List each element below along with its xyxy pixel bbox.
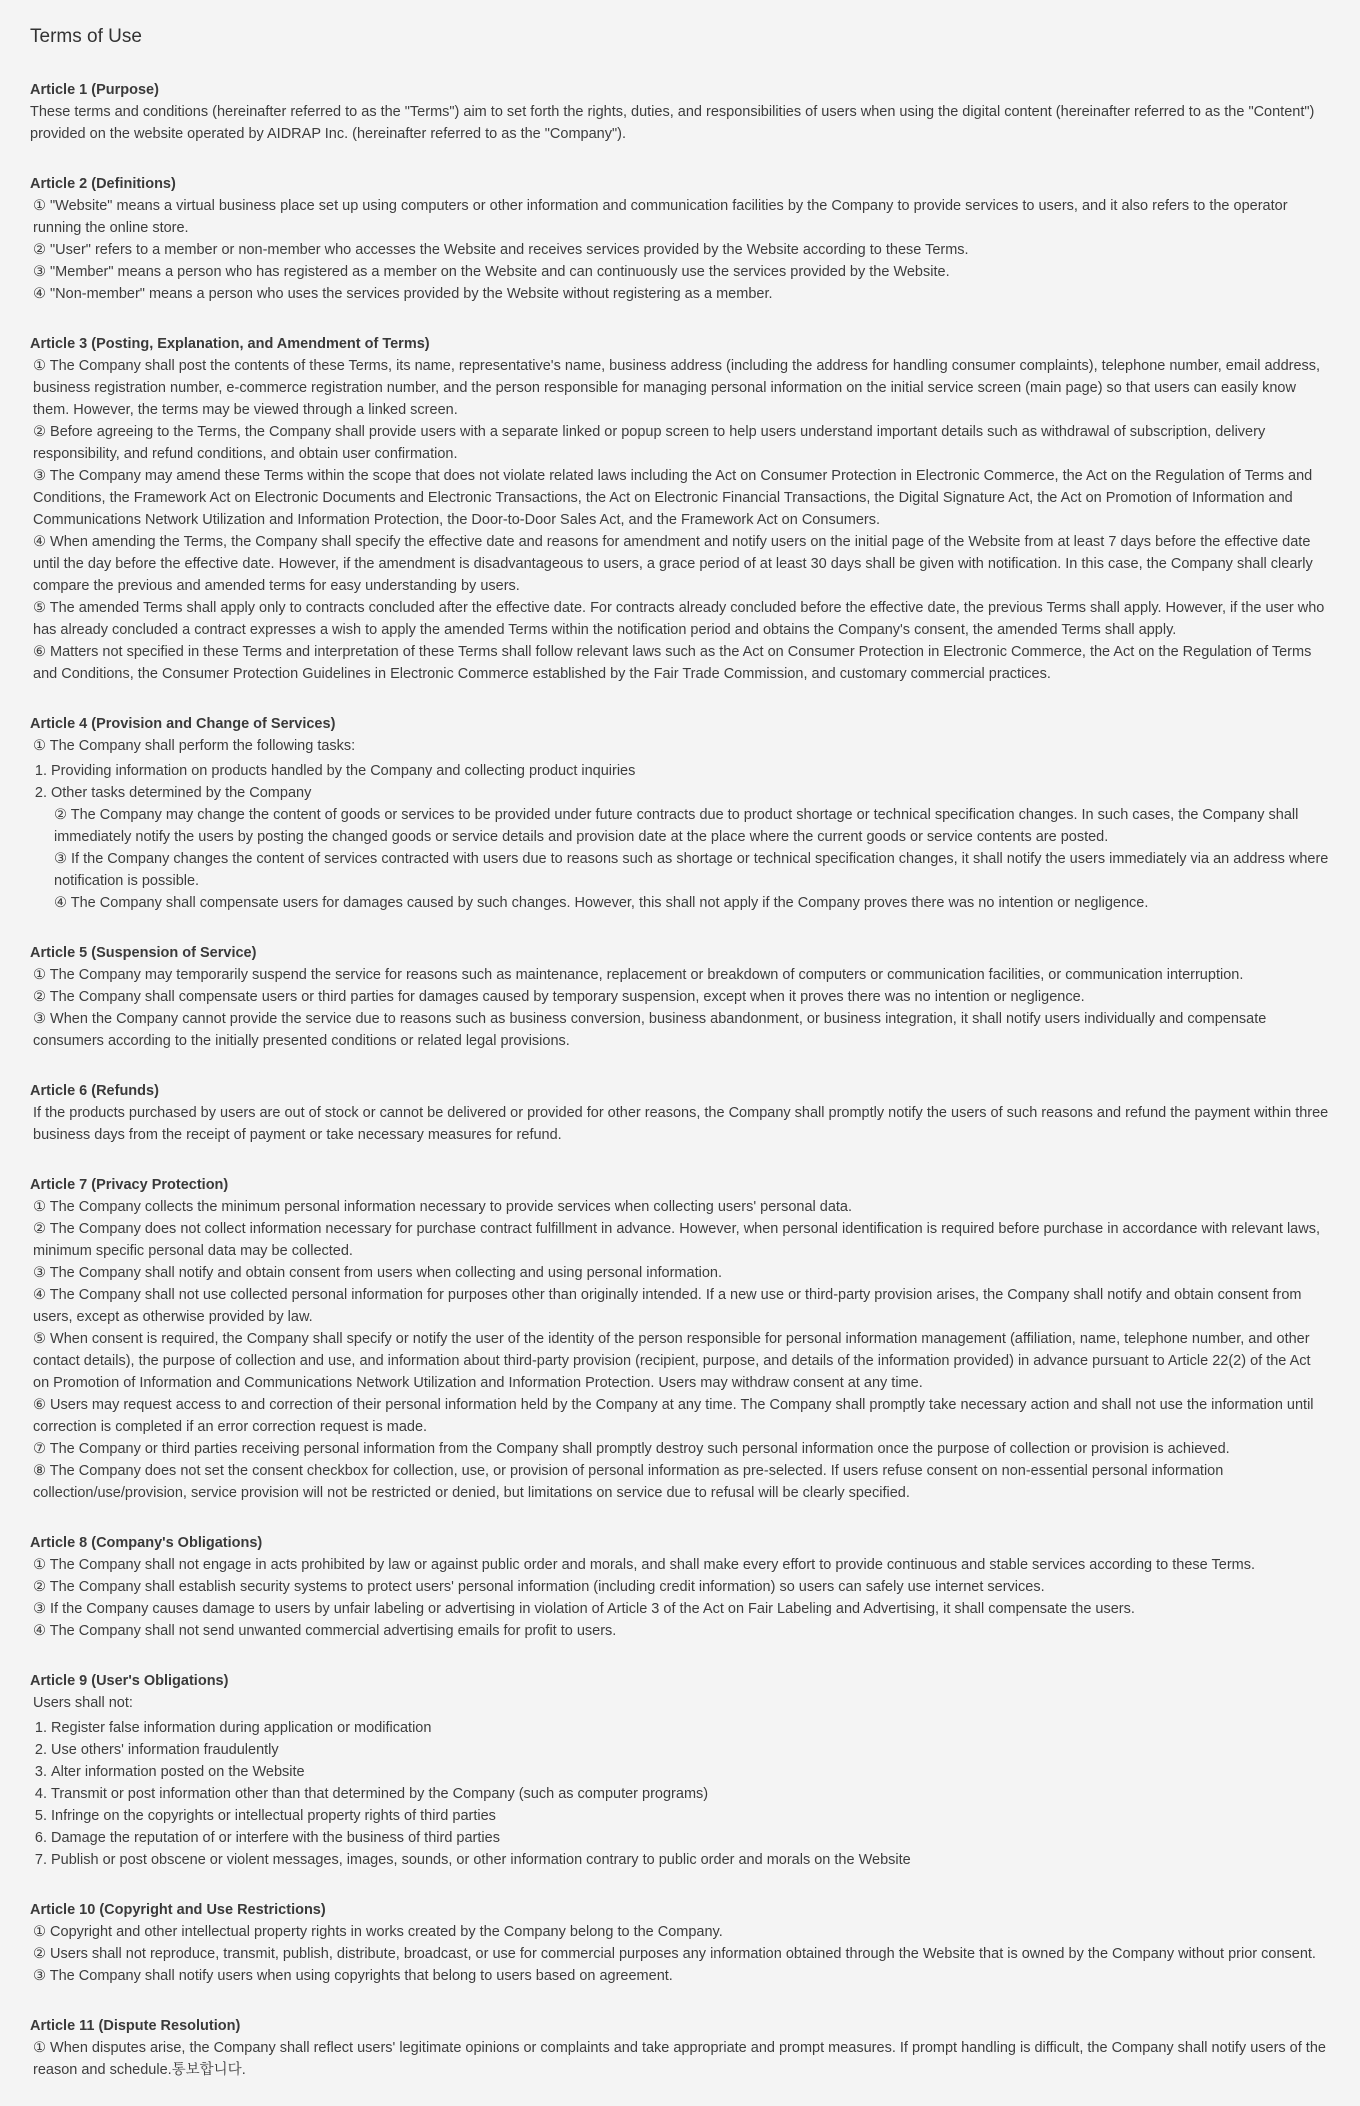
list-item-text: Infringe on the copyrights or intellectual property rights of third parties bbox=[51, 1808, 496, 1824]
clause: ① Copyright and other intellectual property rights in works created by the Company belong to the Company. bbox=[33, 1924, 723, 1940]
article-title: Article 11 (Dispute Resolution) bbox=[30, 2018, 241, 2034]
clause: ④ The Company shall compensate users for damages caused by such changes. However, this shall not apply if the Company proves there was no intention or negligence. bbox=[54, 895, 1149, 911]
list-item bbox=[51, 1783, 1330, 1805]
article-text: These terms and conditions (hereinafter referred to as the "Terms") aim to set forth the rights, duties, and responsibilities of users when using the digital content (hereinafter referred to as the "Content") provided on the website operated by AIDRAP Inc. (hereinafter referred to as the "Company"). bbox=[30, 104, 1315, 142]
clause: ⑤ When consent is required, the Company shall specify or notify the user of the identity of the person responsible for personal information management (affiliation, name, telephone number, and other contact details), the purpose of collection and use, and information about third-party provision (recipient, purpose, and details of the information provided) in advance pursuant to Article 22(2) of the Act on Promotion of Information and Communications Network Utilization and Information Protection. Users may withdraw consent at any time. bbox=[33, 1331, 1311, 1391]
clause: ① The Company collects the minimum personal information necessary to provide services when collecting users' personal data. bbox=[33, 1199, 853, 1215]
page-title: Terms of Use bbox=[30, 26, 142, 47]
article-title: Article 3 (Posting, Explanation, and Amendment of Terms) bbox=[30, 336, 430, 352]
article-3 bbox=[30, 333, 1330, 685]
clause: ② The Company does not collect information necessary for purchase contract fulfillment in advance. However, when personal identification is required before purchase in accordance with relevant laws, minimum specific personal data may be collected. bbox=[33, 1221, 1320, 1259]
article-title: Article 4 (Provision and Change of Services) bbox=[30, 716, 336, 732]
list-item bbox=[51, 1849, 1330, 1871]
clause: ③ If the Company causes damage to users by unfair labeling or advertising in violation of Article 3 of the Act on Fair Labeling and Advertising, it shall compensate the users. bbox=[33, 1601, 1135, 1617]
clause: ⑥ Matters not specified in these Terms and interpretation of these Terms shall follow relevant laws such as the Act on Consumer Protection in Electronic Commerce, the Act on the Regulation of Terms and Conditions, the Consumer Protection Guidelines in Electronic Commerce established by the Fair Trade Commission, and customary commercial practices. bbox=[33, 644, 1312, 682]
list-item bbox=[51, 782, 1330, 804]
article-title: Article 6 (Refunds) bbox=[30, 1083, 159, 1099]
clause: ⑤ The amended Terms shall apply only to contracts concluded after the effective date. For contracts already concluded before the effective date, the previous Terms shall apply. However, if the user who has already concluded a contract expresses a wish to apply the amended Terms within the notification period and obtains the Company's consent, the amended Terms shall apply. bbox=[33, 600, 1325, 638]
list-item bbox=[51, 1761, 1330, 1783]
clause: ③ "Member" means a person who has registered as a member on the Website and can continuously use the services provided by the Website. bbox=[33, 264, 950, 280]
article-11 bbox=[30, 2015, 1330, 2081]
article-title: Article 8 (Company's Obligations) bbox=[30, 1535, 263, 1551]
subclause-group bbox=[30, 804, 1330, 914]
clause: ③ If the Company changes the content of services contracted with users due to reasons such as shortage or technical specification changes, it shall notify the users immediately via an address where notification is possible. bbox=[54, 851, 1329, 889]
clause: ① The Company may temporarily suspend the service for reasons such as maintenance, replacement or breakdown of computers or communication facilities, or communication interruption. bbox=[33, 967, 1244, 983]
article-2 bbox=[30, 173, 1330, 305]
clause: ② The Company shall establish security systems to protect users' personal information (including credit information) so users can safely use internet services. bbox=[33, 1579, 1045, 1595]
list-item bbox=[51, 1739, 1330, 1761]
clause: ② The Company may change the content of goods or services to be provided under future contracts due to product shortage or technical specification changes. In such cases, the Company shall immediately notify the users by posting the changed goods or service details and provision date at the place where the current goods or service contents are posted. bbox=[54, 807, 1299, 845]
article-text: If the products purchased by users are out of stock or cannot be delivered or provided for other reasons, the Company shall promptly notify the users of such reasons and refund the payment within three business days from the receipt of payment or take necessary measures for refund. bbox=[33, 1105, 1329, 1143]
clause: ③ The Company may amend these Terms within the scope that does not violate related laws including the Act on Consumer Protection in Electronic Commerce, the Act on the Regulation of Terms and Conditions, the Framework Act on Electronic Documents and Electronic Transactions, the Act on Electronic Financial Transactions, the Digital Signature Act, the Act on Promotion of Information and Communications Network Utilization and Information Protection, the Door-to-Door Sales Act, and the Framework Act on Consumers. bbox=[33, 468, 1313, 528]
list-item-text: Alter information posted on the Website bbox=[51, 1764, 305, 1780]
task-list bbox=[30, 760, 1330, 804]
list-item-text: Other tasks determined by the Company bbox=[51, 785, 312, 801]
list-item bbox=[51, 1805, 1330, 1827]
clause: ④ The Company shall not use collected personal information for purposes other than originally intended. If a new use or third-party provision arises, the Company shall notify and obtain consent from users, except as otherwise provided by law. bbox=[33, 1287, 1302, 1325]
clause: ② The Company shall compensate users or third parties for damages caused by temporary suspension, except when it proves there was no intention or negligence. bbox=[33, 989, 1085, 1005]
list-item bbox=[51, 1717, 1330, 1739]
article-10 bbox=[30, 1899, 1330, 1987]
clause: Users shall not: bbox=[33, 1695, 133, 1711]
article-8 bbox=[30, 1532, 1330, 1642]
article-title: Article 7 (Privacy Protection) bbox=[30, 1177, 229, 1193]
list-item-text: Providing information on products handled by the Company and collecting product inquiries bbox=[51, 763, 636, 779]
clause: ⑥ Users may request access to and correction of their personal information held by the Company at any time. The Company shall promptly take necessary action and shall not use the information until correction is completed if an error correction request is made. bbox=[33, 1397, 1314, 1435]
list-item-text: Use others' information fraudulently bbox=[51, 1742, 279, 1758]
clause: ③ The Company shall notify and obtain consent from users when collecting and using personal information. bbox=[33, 1265, 722, 1281]
article-title: Article 5 (Suspension of Service) bbox=[30, 945, 257, 961]
article-title: Article 2 (Definitions) bbox=[30, 176, 176, 192]
clause: ⑦ The Company or third parties receiving personal information from the Company shall promptly destroy such personal information once the purpose of collection or provision is achieved. bbox=[33, 1441, 1230, 1457]
clause: ⑧ The Company does not set the consent checkbox for collection, use, or provision of personal information as pre-selected. If users refuse consent on non-essential personal information collection/use/provision, service provision will not be restricted or denied, but limitations on service due to refusal will be clearly specified. bbox=[33, 1463, 1224, 1501]
article-title: Article 10 (Copyright and Use Restrictions) bbox=[30, 1902, 326, 1918]
article-9 bbox=[30, 1670, 1330, 1871]
clause: ③ The Company shall notify users when using copyrights that belong to users based on agreement. bbox=[33, 1968, 673, 1984]
article-title: Article 1 (Purpose) bbox=[30, 82, 159, 98]
clause: ② Users shall not reproduce, transmit, publish, distribute, broadcast, or use for commercial purposes any information obtained through the Website that is owned by the Company without prior consent. bbox=[33, 1946, 1316, 1962]
list-item bbox=[51, 760, 1330, 782]
article-4 bbox=[30, 713, 1330, 914]
article-6 bbox=[30, 1080, 1330, 1146]
clause: ① The Company shall not engage in acts prohibited by law or against public order and morals, and shall make every effort to provide continuous and stable services according to these Terms. bbox=[33, 1557, 1256, 1573]
clause: ④ "Non-member" means a person who uses the services provided by the Website without registering as a member. bbox=[33, 286, 773, 302]
clause: ① When disputes arise, the Company shall reflect users' legitimate opinions or complaints and take appropriate and prompt measures. If prompt handling is difficult, the Company shall notify users of the reason and schedule.통보합니다. bbox=[33, 2040, 1326, 2078]
article-7 bbox=[30, 1174, 1330, 1504]
clause: ① The Company shall post the contents of these Terms, its name, representative's name, business address (including the address for handling consumer complaints), telephone number, email address, business registration number, e-commerce registration number, and the person responsible for managing personal information on the initial service screen (main page) so that users can easily know them. However, the terms may be viewed through a linked screen. bbox=[33, 358, 1321, 418]
list-item-text: Register false information during application or modification bbox=[51, 1720, 432, 1736]
list-item-text: Damage the reputation of or interfere with the business of third parties bbox=[51, 1830, 500, 1846]
list-item-text: Transmit or post information other than that determined by the Company (such as computer programs) bbox=[51, 1786, 709, 1802]
article-5 bbox=[30, 942, 1330, 1052]
clause: ① "Website" means a virtual business place set up using computers or other information and communication facilities by the Company to provide services to users, and it also refers to the operator running the online store. bbox=[33, 198, 1288, 236]
clause: ④ The Company shall not send unwanted commercial advertising emails for profit to users. bbox=[33, 1623, 617, 1639]
article-title: Article 9 (User's Obligations) bbox=[30, 1673, 229, 1689]
prohibited-list bbox=[30, 1717, 1330, 1871]
clause: ② "User" refers to a member or non-member who accesses the Website and receives services provided by the Website according to these Terms. bbox=[33, 242, 969, 258]
clause: ② Before agreeing to the Terms, the Company shall provide users with a separate linked or popup screen to help users understand important details such as withdrawal of subscription, delivery responsibility, and refund conditions, and obtain user confirmation. bbox=[33, 424, 1266, 462]
article-1 bbox=[30, 79, 1330, 145]
list-item bbox=[51, 1827, 1330, 1849]
clause: ③ When the Company cannot provide the service due to reasons such as business conversion, business abandonment, or business integration, it shall notify users individually and compensate consumers according to the initially presented conditions or related legal provisions. bbox=[33, 1011, 1267, 1049]
list-item-text: Publish or post obscene or violent messages, images, sounds, or other information contrary to public order and morals on the Website bbox=[51, 1852, 911, 1868]
clause: ① The Company shall perform the following tasks: bbox=[33, 738, 356, 754]
clause: ④ When amending the Terms, the Company shall specify the effective date and reasons for amendment and notify users on the initial page of the Website from at least 7 days before the effective date until the day before the effective date. However, if the amendment is disadvantageous to users, a grace period of at least 30 days shall be given with notification. In this case, the Company shall clearly compare the previous and amended terms for easy understanding by users. bbox=[33, 534, 1313, 594]
